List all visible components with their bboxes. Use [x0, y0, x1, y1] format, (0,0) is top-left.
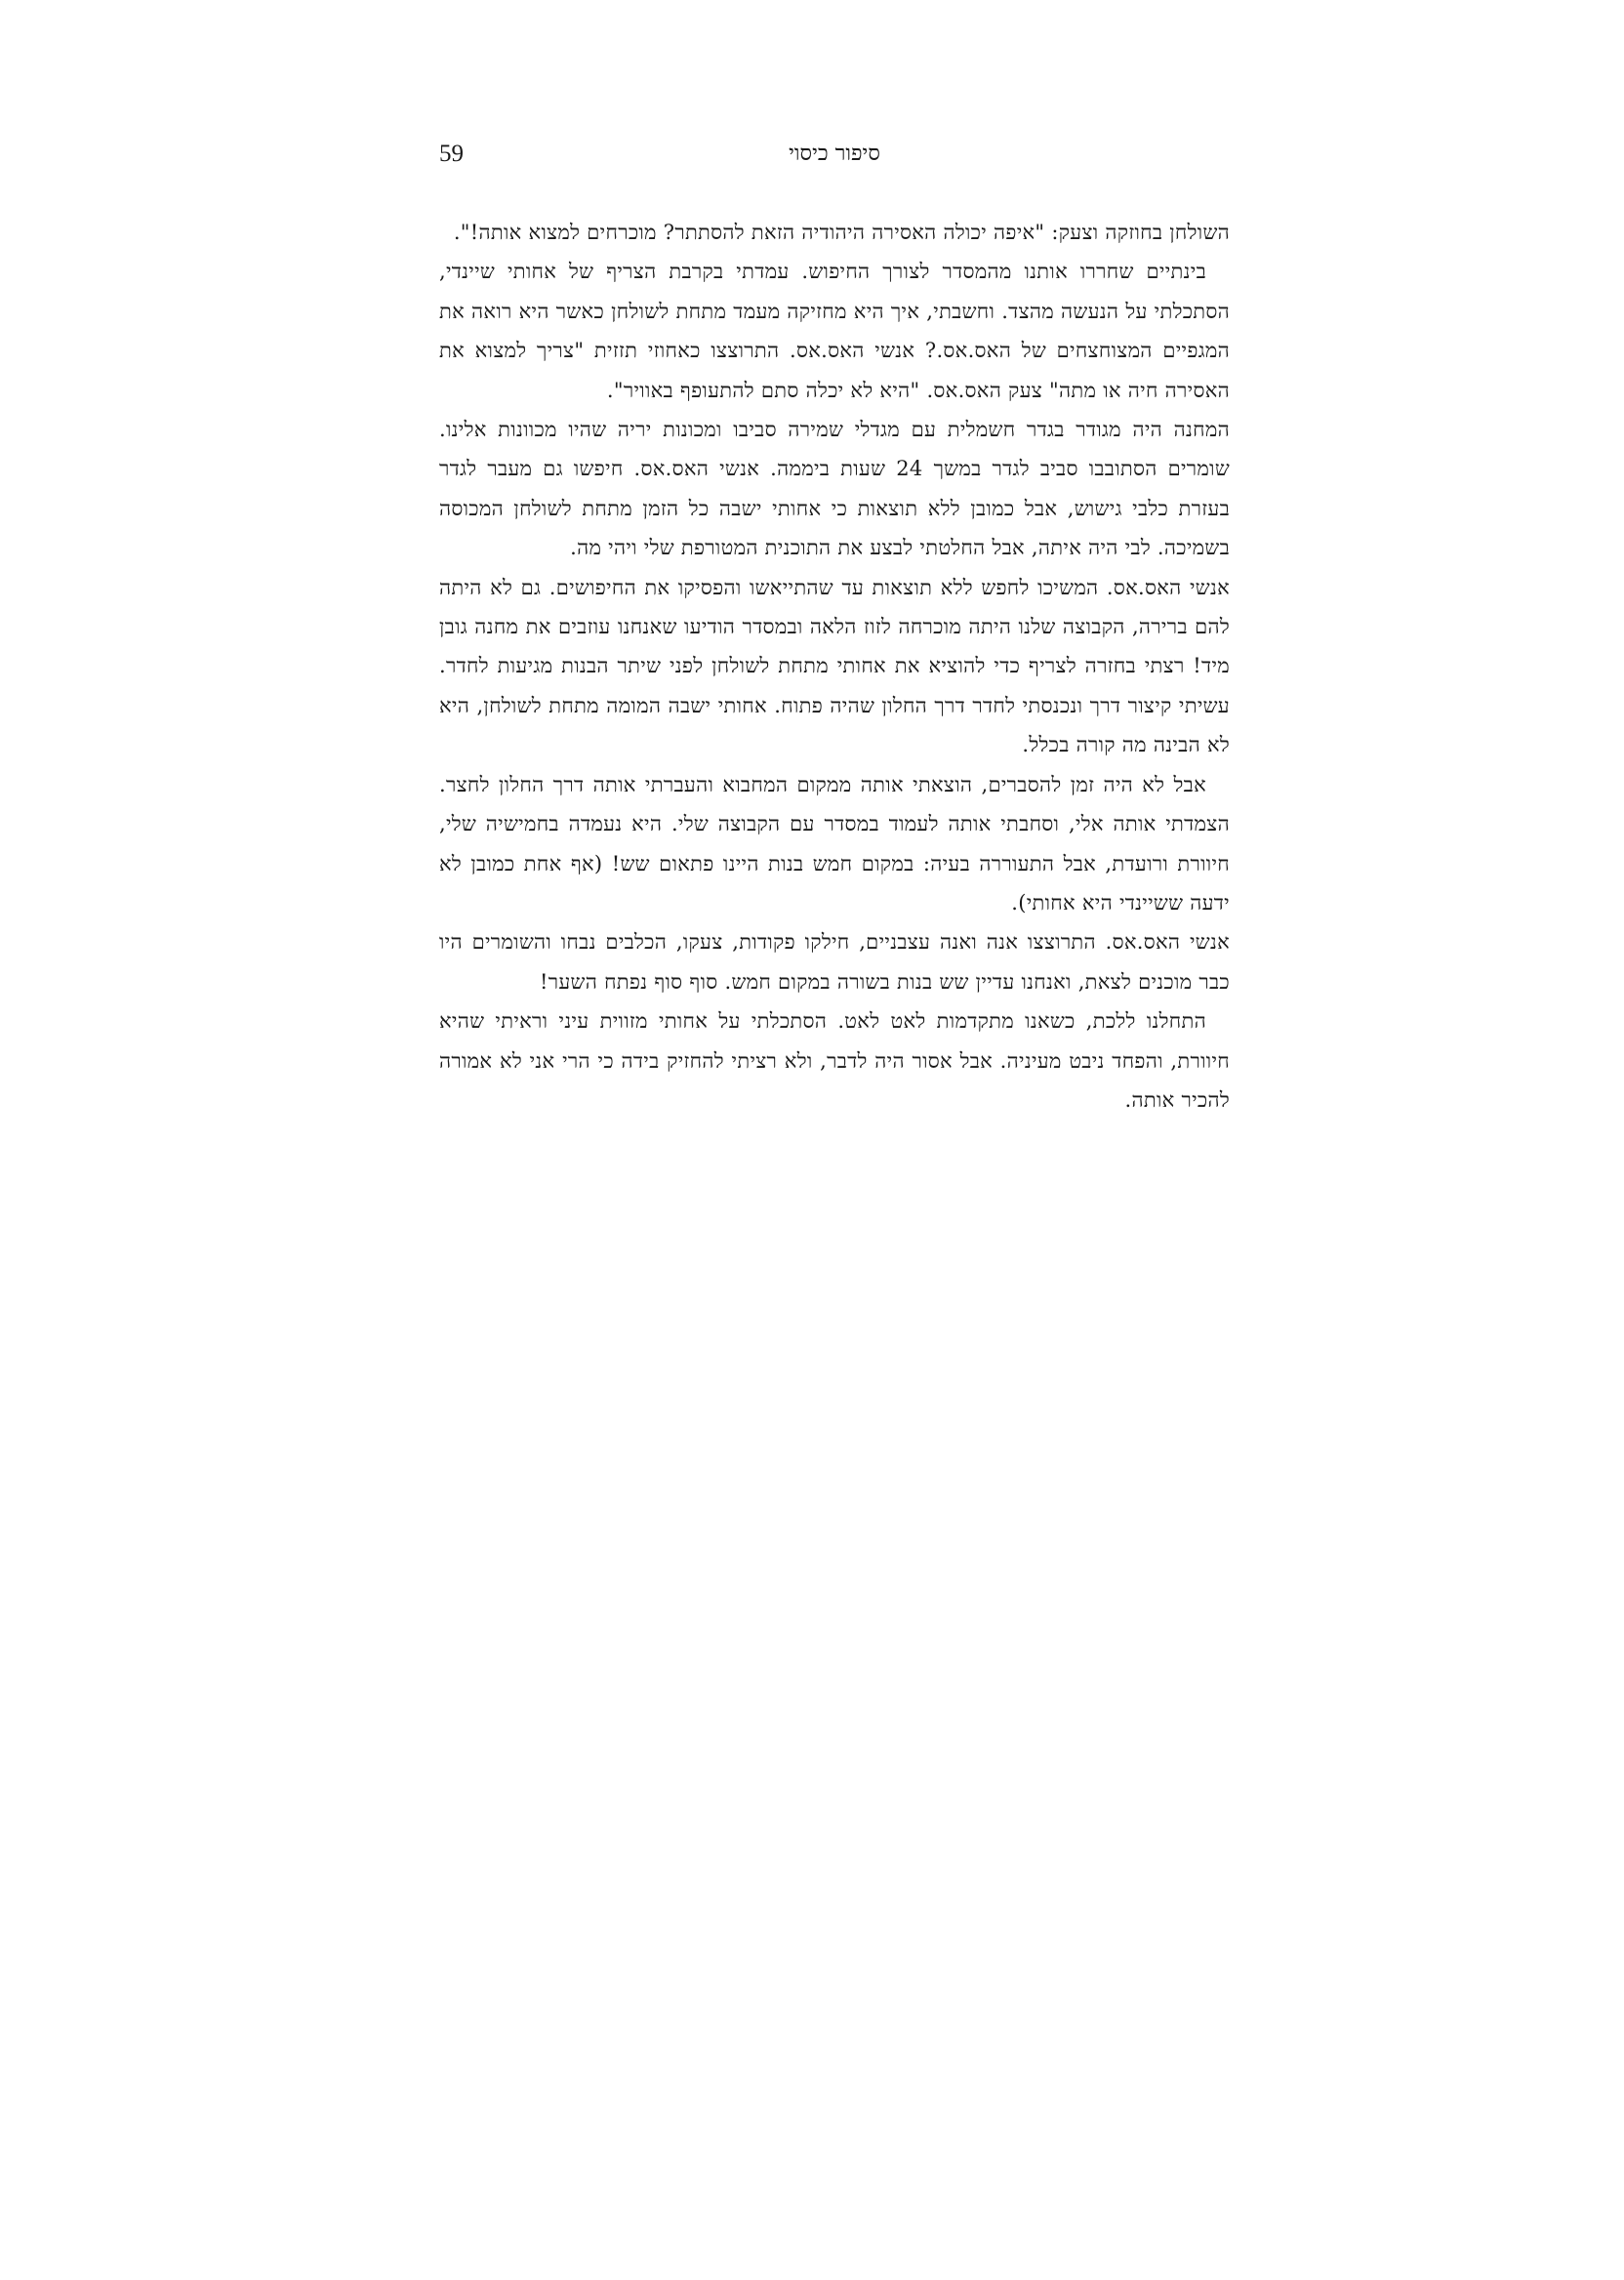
paragraph: השולחן בחוזקה וצעק: "איפה יכולה האסירה היהודיה הזאת להסתתר? מוכרחים למצוא אותה!".	[453, 221, 1230, 244]
paragraph: אבל לא היה זמן להסברים, הוצאתי אותה ממקום המחבוא והעברתי אותה דרך החלון לחצר. הצמדתי אותה אלי, וסחבתי אותה לעמוד במסדר עם הקבוצה שלי. היא נעמדה בחמישיה שלי, חיוורת ורועדת, אבל התעוררה בעיה: במקום חמש בנות היינו פתאום שש! (אף אחת כמובן לא ידעה ששיינדי היא אחותי).	[439, 772, 1230, 915]
body-text	[439, 213, 1230, 1120]
paragraph: אנשי האס.אס. המשיכו לחפש ללא תוצאות עד שהתייאשו והפסיקו את החיפושים. גם לא היתה להם ברירה, הקבוצה שלנו היתה מוכרחה לזוז הלאה ובמסדר הודיעו שאנחנו עוזבים את מחנה גובן מיד! רצתי בחזרה לצריף כדי להוציא את אחותי מתחת לשולחן לפני שיתר הבנות מגיעות לחדר. עשיתי קיצור דרך ונכנסתי לחדר דרך החלון שהיה פתוח. אחותי ישבה המומה מתחת לשולחן, היא לא הבינה מה קורה בכלל.	[439, 575, 1230, 757]
page-header	[439, 139, 1230, 178]
paragraph: התחלנו ללכת, כשאנו מתקדמות לאט לאט. הסתכלתי על אחותי מזווית עיני וראיתי שהיא חיוורת, והפחד ניבט מעיניה. אבל אסור היה לדבר, ולא רציתי להחזיק בידה כי הרי אני לא אמורה להכיר אותה.	[439, 1009, 1230, 1112]
running-title: סיפור כיסוי	[789, 142, 880, 166]
paragraph: המחנה היה מגודר בגדר חשמלית עם מגדלי שמירה סביבו ומכונות יריה שהיו מכוונות אלינו. שומרים הסתובבו סביב לגדר במשך 24 שעות ביממה. אנשי האס.אס. חיפשו גם מעבר לגדר בעזרת כלבי גישוש, אבל כמובן ללא תוצאות כי אחותי ישבה כל הזמן מתחת לשולחן המכוסה בשמיכה. לבי היה איתה, אבל החלטתי לבצע את התוכנית המטורפת שלי ויהי מה.	[439, 418, 1230, 560]
paragraph: אנשי האס.אס. התרוצצו אנה ואנה עצבניים, חילקו פקודות, צעקו, הכלבים נבחו והשומרים היו כבר מוכנים לצאת, ואנחנו עדיין שש בנות בשורה במקום חמש. סוף סוף נפתח השער!	[439, 930, 1230, 994]
page-number: 59	[439, 141, 464, 167]
paragraph: בינתיים שחררו אותנו מהמסדר לצורך החיפוש. עמדתי בקרבת הצריף של אחותי שיינדי, הסתכלתי על הנעשה מהצד. וחשבתי, איך היא מחזיקה מעמד מתחת לשולחן כאשר היא רואה את המגפיים המצוחצחים של האס.אס.? אנשי האס.אס. התרוצצו כאחוזי תזזית "צריך למצוא את האסירה חיה או מתה" צעק האס.אס. "היא לא יכלה סתם להתעופף באוויר".	[439, 260, 1230, 402]
